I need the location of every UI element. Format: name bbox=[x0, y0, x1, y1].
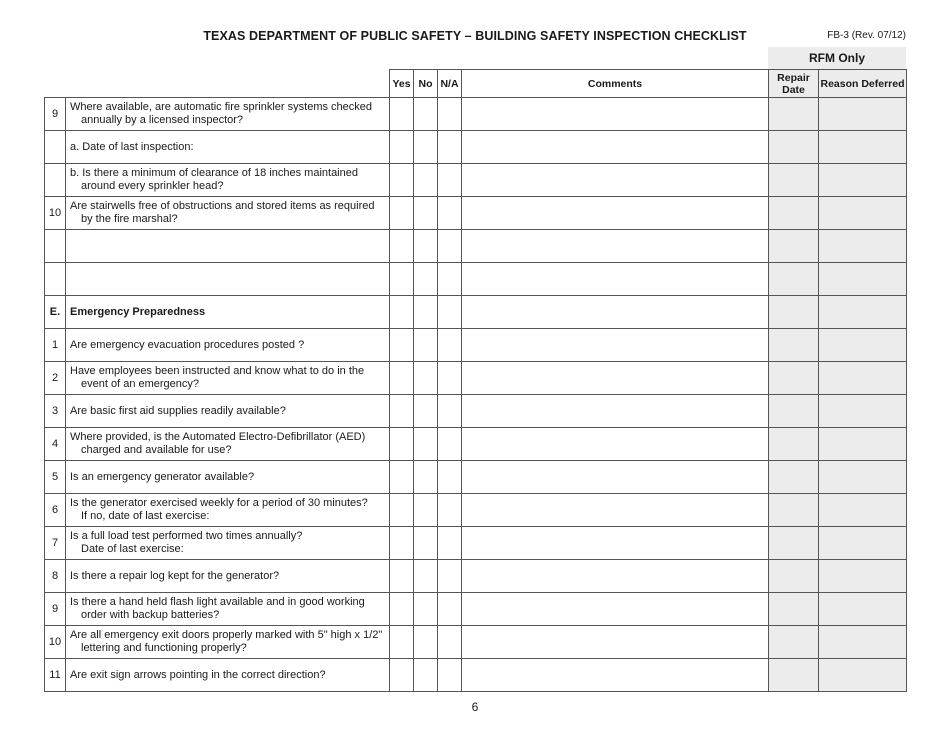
rfm-only-label: RFM Only bbox=[768, 47, 906, 69]
question-text bbox=[66, 494, 390, 527]
reason-deferred-cell[interactable] bbox=[819, 362, 907, 395]
question-line: Is an emergency generator available? bbox=[70, 470, 255, 483]
yes-cell[interactable] bbox=[390, 98, 414, 131]
reason-deferred-cell[interactable] bbox=[819, 98, 907, 131]
comments-cell[interactable] bbox=[462, 560, 769, 593]
row-number: 9 bbox=[45, 593, 66, 626]
yes-cell[interactable] bbox=[390, 131, 414, 164]
column-reason-deferred: Reason Deferred bbox=[819, 70, 907, 98]
yes-cell[interactable] bbox=[390, 164, 414, 197]
repair-date-cell[interactable] bbox=[769, 329, 819, 362]
question-continuation: If no, date of last exercise: bbox=[81, 510, 210, 522]
checklist-row bbox=[45, 263, 907, 296]
no-cell[interactable] bbox=[414, 461, 438, 494]
repair-date-cell[interactable] bbox=[769, 164, 819, 197]
na-cell[interactable] bbox=[438, 230, 462, 263]
row-number: 5 bbox=[45, 461, 66, 494]
comments-cell[interactable] bbox=[462, 659, 769, 692]
yes-cell[interactable] bbox=[390, 461, 414, 494]
reason-deferred-cell[interactable] bbox=[819, 164, 907, 197]
reason-deferred-cell[interactable] bbox=[819, 560, 907, 593]
column-yes: Yes bbox=[390, 70, 414, 98]
comments-cell[interactable] bbox=[462, 164, 769, 197]
reason-deferred-cell[interactable] bbox=[819, 263, 907, 296]
comments-cell[interactable] bbox=[462, 230, 769, 263]
na-cell[interactable] bbox=[438, 197, 462, 230]
no-cell[interactable] bbox=[414, 197, 438, 230]
question-line: b. Is there a minimum of clearance of 18 inches maintained bbox=[70, 167, 358, 179]
question-line: a. Date of last inspection: bbox=[70, 140, 194, 153]
repair-date-cell[interactable] bbox=[769, 230, 819, 263]
question-line: Where provided, is the Automated Electro-Defibrillator (AED) bbox=[70, 431, 366, 443]
na-cell[interactable] bbox=[438, 428, 462, 461]
comments-cell[interactable] bbox=[462, 131, 769, 164]
yes-cell[interactable] bbox=[390, 362, 414, 395]
question-line: Are all emergency exit doors properly marked with 5" high x 1/2" bbox=[70, 629, 383, 641]
yes-cell[interactable] bbox=[390, 197, 414, 230]
row-number: 11 bbox=[45, 659, 66, 692]
no-cell[interactable] bbox=[414, 659, 438, 692]
yes-cell[interactable] bbox=[390, 296, 414, 329]
no-cell[interactable] bbox=[414, 263, 438, 296]
comments-cell[interactable] bbox=[462, 329, 769, 362]
column-na: N/A bbox=[438, 70, 462, 98]
comments-cell[interactable] bbox=[462, 98, 769, 131]
repair-date-cell[interactable] bbox=[769, 296, 819, 329]
checklist-row bbox=[45, 560, 907, 593]
question-text bbox=[66, 131, 390, 164]
na-cell[interactable] bbox=[438, 395, 462, 428]
question-continuation: Date of last exercise: bbox=[81, 543, 184, 555]
document-title: TEXAS DEPARTMENT OF PUBLIC SAFETY – BUILDING SAFETY INSPECTION CHECKLIST bbox=[203, 29, 747, 43]
question-line: Have employees been instructed and know what to do in the bbox=[70, 365, 365, 377]
checklist-row bbox=[45, 296, 907, 329]
reason-deferred-cell[interactable] bbox=[819, 230, 907, 263]
na-cell[interactable] bbox=[438, 461, 462, 494]
question-continuation: event of an emergency? bbox=[81, 378, 200, 390]
reason-deferred-cell[interactable] bbox=[819, 494, 907, 527]
comments-cell[interactable] bbox=[462, 362, 769, 395]
checklist-row bbox=[45, 197, 907, 230]
comments-cell[interactable] bbox=[462, 395, 769, 428]
repair-date-cell[interactable] bbox=[769, 197, 819, 230]
na-cell[interactable] bbox=[438, 593, 462, 626]
repair-date-cell[interactable] bbox=[769, 461, 819, 494]
column-comments: Comments bbox=[462, 70, 769, 98]
reason-deferred-cell[interactable] bbox=[819, 593, 907, 626]
checklist-row bbox=[45, 98, 907, 131]
question-text bbox=[66, 362, 390, 395]
yes-cell[interactable] bbox=[390, 626, 414, 659]
no-cell[interactable] bbox=[414, 626, 438, 659]
reason-deferred-cell[interactable] bbox=[819, 131, 907, 164]
header-blank bbox=[45, 70, 390, 98]
no-cell[interactable] bbox=[414, 428, 438, 461]
inspection-checklist-table bbox=[44, 69, 907, 692]
reason-deferred-cell[interactable] bbox=[819, 626, 907, 659]
no-cell[interactable] bbox=[414, 296, 438, 329]
row-number: 6 bbox=[45, 494, 66, 527]
checklist-row bbox=[45, 131, 907, 164]
no-cell[interactable] bbox=[414, 527, 438, 560]
row-number: 8 bbox=[45, 560, 66, 593]
na-cell[interactable] bbox=[438, 296, 462, 329]
question-text bbox=[66, 527, 390, 560]
na-cell[interactable] bbox=[438, 329, 462, 362]
yes-cell[interactable] bbox=[390, 560, 414, 593]
question-continuation: by the fire marshal? bbox=[81, 213, 178, 225]
question-text bbox=[66, 428, 390, 461]
column-repair-date: Repair Date bbox=[769, 70, 819, 98]
repair-date-cell[interactable] bbox=[769, 560, 819, 593]
question-line: Is there a hand held flash light available and in good working bbox=[70, 596, 365, 608]
question-continuation: charged and available for use? bbox=[81, 444, 232, 456]
yes-cell[interactable] bbox=[390, 329, 414, 362]
column-no: No bbox=[414, 70, 438, 98]
question-text bbox=[66, 560, 390, 593]
question-text bbox=[66, 659, 390, 692]
repair-date-cell[interactable] bbox=[769, 395, 819, 428]
no-cell[interactable] bbox=[414, 560, 438, 593]
no-cell[interactable] bbox=[414, 494, 438, 527]
question-line: Is a full load test performed two times annually? bbox=[70, 530, 303, 542]
form-id: FB-3 (Rev. 07/12) bbox=[827, 30, 906, 41]
checklist-row bbox=[45, 593, 907, 626]
row-number: 9 bbox=[45, 98, 66, 131]
row-number: 3 bbox=[45, 395, 66, 428]
question-text bbox=[66, 197, 390, 230]
yes-cell[interactable] bbox=[390, 494, 414, 527]
question-line: Is the generator exercised weekly for a period of 30 minutes? bbox=[70, 497, 368, 509]
checklist-row bbox=[45, 527, 907, 560]
row-number: 10 bbox=[45, 197, 66, 230]
question-text bbox=[66, 263, 390, 296]
row-number bbox=[45, 263, 66, 296]
row-number bbox=[45, 131, 66, 164]
checklist-row bbox=[45, 461, 907, 494]
comments-cell[interactable] bbox=[462, 494, 769, 527]
no-cell[interactable] bbox=[414, 131, 438, 164]
no-cell[interactable] bbox=[414, 230, 438, 263]
question-continuation: around every sprinkler head? bbox=[81, 180, 224, 192]
checklist-row bbox=[45, 626, 907, 659]
yes-cell[interactable] bbox=[390, 593, 414, 626]
row-number bbox=[45, 230, 66, 263]
checklist-row bbox=[45, 329, 907, 362]
question-continuation: order with backup batteries? bbox=[81, 609, 220, 621]
yes-cell[interactable] bbox=[390, 428, 414, 461]
no-cell[interactable] bbox=[414, 164, 438, 197]
checklist-row bbox=[45, 230, 907, 263]
question-continuation: annually by a licensed inspector? bbox=[81, 114, 244, 126]
repair-date-cell[interactable] bbox=[769, 494, 819, 527]
na-cell[interactable] bbox=[438, 263, 462, 296]
no-cell[interactable] bbox=[414, 98, 438, 131]
no-cell[interactable] bbox=[414, 593, 438, 626]
na-cell[interactable] bbox=[438, 98, 462, 131]
comments-cell[interactable] bbox=[462, 593, 769, 626]
page-number: 6 bbox=[471, 700, 479, 714]
reason-deferred-cell[interactable] bbox=[819, 527, 907, 560]
na-cell[interactable] bbox=[438, 362, 462, 395]
reason-deferred-cell[interactable] bbox=[819, 659, 907, 692]
no-cell[interactable] bbox=[414, 329, 438, 362]
question-line: Where available, are automatic fire sprinkler systems checked bbox=[70, 101, 373, 113]
question-text bbox=[66, 461, 390, 494]
row-number: 7 bbox=[45, 527, 66, 560]
checklist-row bbox=[45, 395, 907, 428]
reason-deferred-cell[interactable] bbox=[819, 428, 907, 461]
question-line: Are basic first aid supplies readily available? bbox=[70, 404, 286, 417]
question-line: Are stairwells free of obstructions and stored items as required bbox=[70, 200, 375, 212]
na-cell[interactable] bbox=[438, 626, 462, 659]
row-number: 4 bbox=[45, 428, 66, 461]
question-line: Are emergency evacuation procedures posted ? bbox=[70, 338, 305, 351]
question-text bbox=[66, 626, 390, 659]
reason-deferred-cell[interactable] bbox=[819, 296, 907, 329]
na-cell[interactable] bbox=[438, 659, 462, 692]
row-number: 10 bbox=[45, 626, 66, 659]
question-line: Are exit sign arrows pointing in the correct direction? bbox=[70, 668, 326, 681]
question-line: Emergency Preparedness bbox=[70, 305, 206, 318]
reason-deferred-cell[interactable] bbox=[819, 395, 907, 428]
question-text bbox=[66, 395, 390, 428]
question-text bbox=[66, 329, 390, 362]
column-header-row bbox=[45, 70, 907, 98]
row-number bbox=[45, 164, 66, 197]
question-text bbox=[66, 230, 390, 263]
question-text bbox=[66, 296, 390, 329]
na-cell[interactable] bbox=[438, 560, 462, 593]
checklist-row bbox=[45, 494, 907, 527]
question-text bbox=[66, 98, 390, 131]
comments-cell[interactable] bbox=[462, 296, 769, 329]
repair-date-cell[interactable] bbox=[769, 263, 819, 296]
repair-date-cell[interactable] bbox=[769, 659, 819, 692]
yes-cell[interactable] bbox=[390, 659, 414, 692]
reason-deferred-cell[interactable] bbox=[819, 197, 907, 230]
comments-cell[interactable] bbox=[462, 428, 769, 461]
question-text bbox=[66, 593, 390, 626]
yes-cell[interactable] bbox=[390, 527, 414, 560]
checklist-row bbox=[45, 164, 907, 197]
no-cell[interactable] bbox=[414, 362, 438, 395]
repair-date-cell[interactable] bbox=[769, 428, 819, 461]
no-cell[interactable] bbox=[414, 395, 438, 428]
repair-date-cell[interactable] bbox=[769, 593, 819, 626]
checklist-row bbox=[45, 428, 907, 461]
row-number: 2 bbox=[45, 362, 66, 395]
na-cell[interactable] bbox=[438, 527, 462, 560]
comments-cell[interactable] bbox=[462, 263, 769, 296]
comments-cell[interactable] bbox=[462, 461, 769, 494]
checklist-row bbox=[45, 659, 907, 692]
comments-cell[interactable] bbox=[462, 626, 769, 659]
na-cell[interactable] bbox=[438, 494, 462, 527]
repair-date-cell[interactable] bbox=[769, 98, 819, 131]
repair-date-cell[interactable] bbox=[769, 362, 819, 395]
repair-date-cell[interactable] bbox=[769, 527, 819, 560]
question-line: Is there a repair log kept for the generator? bbox=[70, 569, 280, 582]
repair-date-cell[interactable] bbox=[769, 626, 819, 659]
row-number: E. bbox=[45, 296, 66, 329]
yes-cell[interactable] bbox=[390, 263, 414, 296]
repair-date-cell[interactable] bbox=[769, 131, 819, 164]
question-text bbox=[66, 164, 390, 197]
na-cell[interactable] bbox=[438, 131, 462, 164]
row-number: 1 bbox=[45, 329, 66, 362]
yes-cell[interactable] bbox=[390, 230, 414, 263]
comments-cell[interactable] bbox=[462, 197, 769, 230]
checklist-row bbox=[45, 362, 907, 395]
yes-cell[interactable] bbox=[390, 395, 414, 428]
question-continuation: lettering and functioning properly? bbox=[81, 642, 247, 654]
na-cell[interactable] bbox=[438, 164, 462, 197]
comments-cell[interactable] bbox=[462, 527, 769, 560]
reason-deferred-cell[interactable] bbox=[819, 461, 907, 494]
reason-deferred-cell[interactable] bbox=[819, 329, 907, 362]
